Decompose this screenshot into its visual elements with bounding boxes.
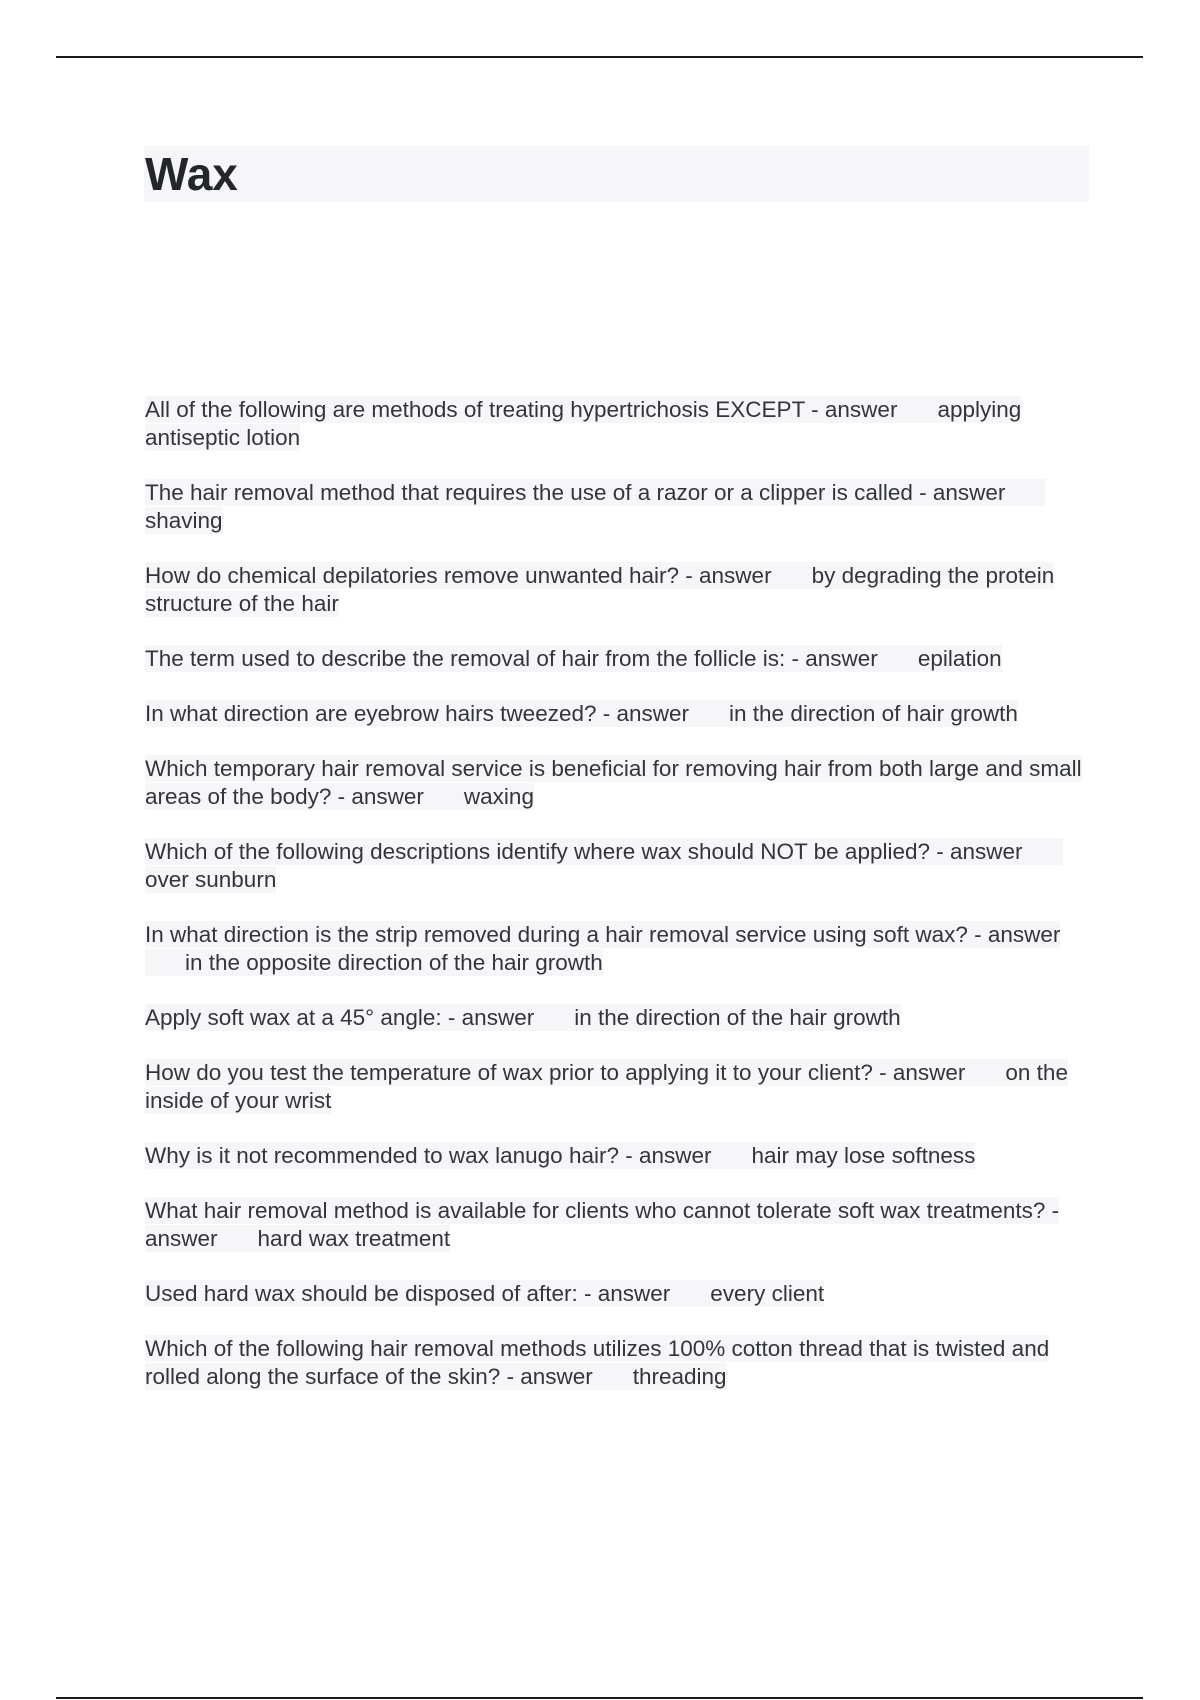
answer-text: in the opposite direction of the hair growth	[185, 950, 603, 975]
answer-text: in the direction of the hair growth	[574, 1005, 901, 1030]
qa-item	[145, 700, 1095, 728]
answer-text: in the direction of hair growth	[729, 701, 1018, 726]
question-text: How do you test the temperature of wax prior to applying it to your client? - answer	[145, 1060, 966, 1085]
answer-text: hair may lose softness	[751, 1143, 976, 1168]
qa-item	[145, 396, 1095, 452]
answer-text: by degrading the protein structure of the hair	[145, 563, 1055, 616]
question-text: Which of the following descriptions identify where wax should NOT be applied? - answer	[145, 839, 1023, 864]
question-text: The term used to describe the removal of hair from the follicle is: - answer	[145, 646, 878, 671]
answer-text: waxing	[463, 784, 534, 809]
answer-text: applying antiseptic lotion	[145, 397, 1022, 450]
answer-text: every client	[710, 1281, 825, 1306]
question-text: The hair removal method that requires the use of a razor or a clipper is called - answer	[145, 480, 1006, 505]
question-text: In what direction is the strip removed during a hair removal service using soft wax? - answer	[145, 922, 1061, 947]
qa-item	[145, 1142, 1095, 1170]
qa-item	[145, 1280, 1095, 1308]
bottom-rule	[56, 1697, 1143, 1699]
qa-item	[145, 755, 1095, 811]
qa-item	[145, 562, 1095, 618]
answer-text: threading	[632, 1364, 727, 1389]
qa-list	[145, 396, 1095, 1418]
question-text: Why is it not recommended to wax lanugo hair? - answer	[145, 1143, 712, 1168]
top-rule	[56, 56, 1143, 58]
question-text: What hair removal method is available for clients who cannot tolerate soft wax treatments? - answer	[145, 1198, 1060, 1251]
qa-item	[145, 921, 1095, 977]
question-text: All of the following are methods of treating hypertrichosis EXCEPT - answer	[145, 397, 898, 422]
question-text: Used hard wax should be disposed of after: - answer	[145, 1281, 671, 1306]
question-text: Apply soft wax at a 45° angle: - answer	[145, 1005, 535, 1030]
question-text: How do chemical depilatories remove unwanted hair? - answer	[145, 563, 772, 588]
qa-item	[145, 1059, 1095, 1115]
question-text: In what direction are eyebrow hairs tweezed? - answer	[145, 701, 690, 726]
title-highlight	[144, 146, 1089, 202]
document-title: Wax	[145, 148, 238, 200]
qa-item	[145, 1335, 1095, 1391]
answer-text: epilation	[917, 646, 1002, 671]
qa-item	[145, 1004, 1095, 1032]
question-text: Which temporary hair removal service is beneficial for removing hair from both large and small areas of the body? - answer	[145, 756, 1082, 809]
answer-text: shaving	[145, 508, 223, 533]
answer-text: on the inside of your wrist	[145, 1060, 1068, 1113]
qa-item	[145, 479, 1095, 535]
answer-text: over sunburn	[145, 867, 277, 892]
qa-item	[145, 838, 1095, 894]
qa-item	[145, 645, 1095, 673]
answer-text: hard wax treatment	[257, 1226, 451, 1251]
question-text: Which of the following hair removal methods utilizes 100% cotton thread that is twisted and rolled along the surface of the skin? - answer	[145, 1336, 1050, 1389]
qa-item	[145, 1197, 1095, 1253]
